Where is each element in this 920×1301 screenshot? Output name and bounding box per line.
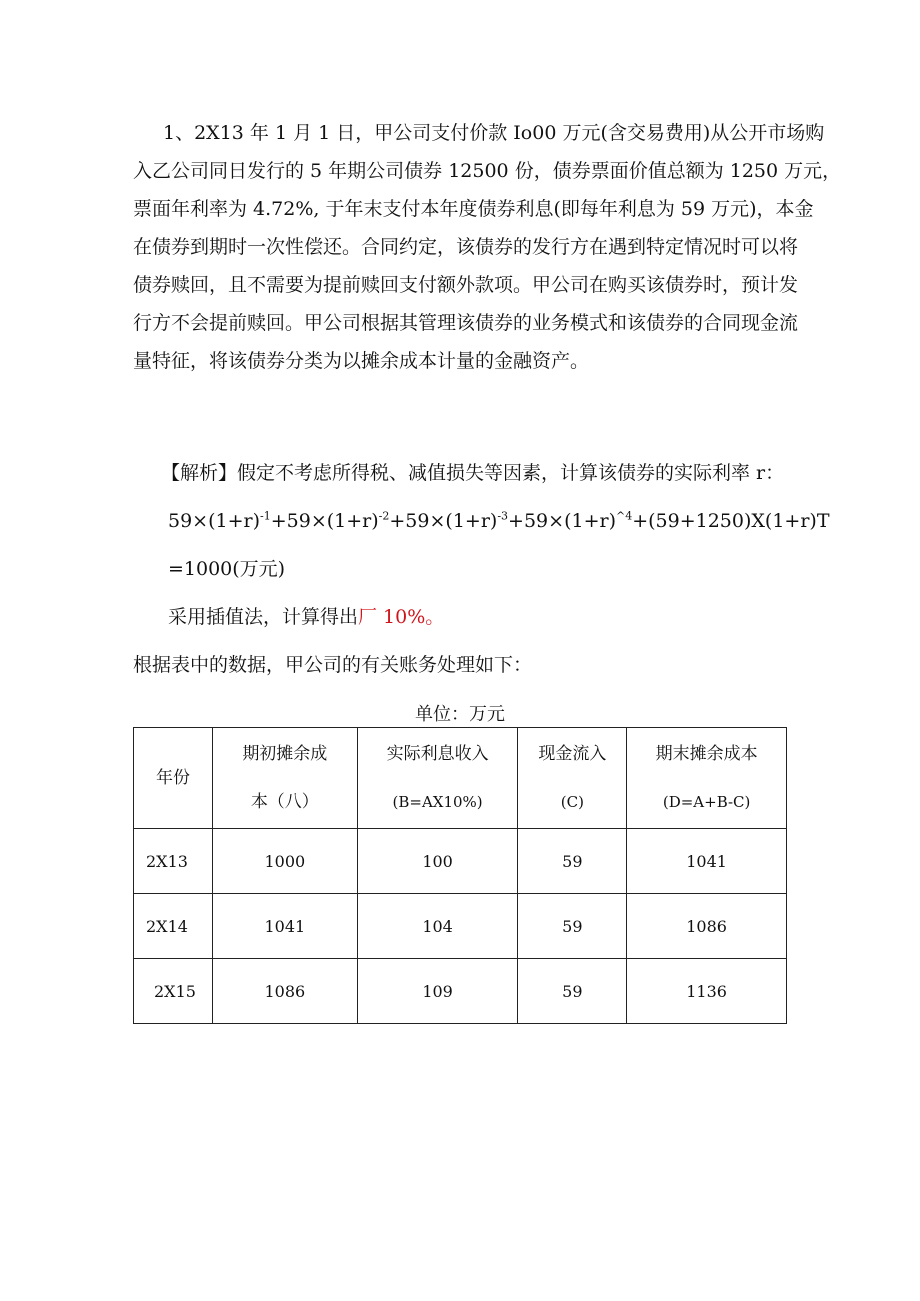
question-line: 在债券到期时一次性偿还。合同约定，该债券的发行方在遇到特定情况时可以将: [133, 236, 799, 258]
formula-exponent: -2: [378, 509, 390, 523]
header-cash-inflow: 现金流入 (C): [518, 728, 627, 829]
question-line: 入乙公司同日发行的 5 年期公司债券 12500 份，债券票面价值总额为 1250 万元，: [133, 160, 842, 182]
table-header-row: [134, 728, 787, 829]
table-row: [134, 894, 787, 959]
formula-part: +59×(1+r): [389, 510, 498, 532]
formula-exponent: -1: [260, 509, 271, 523]
cell-closing-cost: 1041: [627, 829, 787, 894]
formula-exponent: ^4: [615, 509, 633, 523]
analysis-text: 【解析】假定不考虑所得税、减值损失等因素，计算该债券的实际利率 r：: [161, 462, 785, 484]
formula-result: =1000(万元): [168, 558, 286, 580]
formula-part: 59×(1+r): [168, 510, 261, 532]
cell-interest-income: 100: [357, 829, 518, 894]
method-text: 采用插值法，计算得出: [168, 606, 359, 628]
rate-result: 厂 10%。: [358, 606, 445, 628]
cell-opening-cost: 1041: [212, 894, 357, 959]
header-interest-income: 实际利息收入 (B=AX10%): [357, 728, 518, 829]
header-opening-cost: 期初摊余成 本（八）: [212, 728, 357, 829]
question-line: 票面年利率为 4.72%, 于年末支付本年度债券利息(即每年利息为 59 万元)，本金: [133, 198, 814, 220]
question-paragraph: [133, 114, 842, 380]
question-line: 量特征，将该债券分类为以摊余成本计量的金融资产。: [133, 350, 590, 372]
cell-closing-cost: 1136: [627, 959, 787, 1024]
question-line: 1、2X13 年 1 月 1 日，甲公司支付价款 Io00 万元(含交易费用)从公开市场购: [163, 122, 825, 144]
cell-year: 2X14: [134, 894, 213, 959]
cell-cash-inflow: 59: [518, 959, 627, 1024]
formula-part: +59×(1+r): [508, 510, 616, 532]
table-row: [134, 959, 787, 1024]
header-year: 年份: [134, 728, 213, 829]
question-line: 行方不会提前赎回。甲公司根据其管理该债券的业务模式和该债券的合同现金流: [133, 312, 799, 334]
cell-cash-inflow: 59: [518, 829, 627, 894]
interest-formula: [168, 502, 828, 540]
cell-cash-inflow: 59: [518, 894, 627, 959]
header-closing-cost: 期末摊余成本 (D=A+B-C): [627, 728, 787, 829]
cell-interest-income: 109: [357, 959, 518, 1024]
cell-interest-income: 104: [357, 894, 518, 959]
amortized-cost-table: [133, 727, 787, 1024]
cell-closing-cost: 1086: [627, 894, 787, 959]
cell-opening-cost: 1000: [212, 829, 357, 894]
cell-year: 2X15: [134, 959, 213, 1024]
question-line: 债券赎回，且不需要为提前赎回支付额外款项。甲公司在购买该债券时，预计发: [133, 274, 799, 296]
table-unit-label: 单位：万元: [415, 704, 505, 725]
formula-part: +(59+1250)X(1+r)T: [632, 510, 830, 532]
cell-year: 2X13: [134, 829, 213, 894]
cell-opening-cost: 1086: [212, 959, 357, 1024]
table-intro: [133, 646, 793, 684]
formula-exponent: -3: [497, 509, 509, 523]
intro-text: 根据表中的数据，甲公司的有关账务处理如下：: [133, 654, 533, 676]
analysis-paragraph: [133, 454, 793, 492]
table-row: [134, 829, 787, 894]
formula-equals: [168, 550, 828, 588]
formula-part: +59×(1+r): [270, 510, 379, 532]
method-paragraph: [168, 598, 828, 636]
